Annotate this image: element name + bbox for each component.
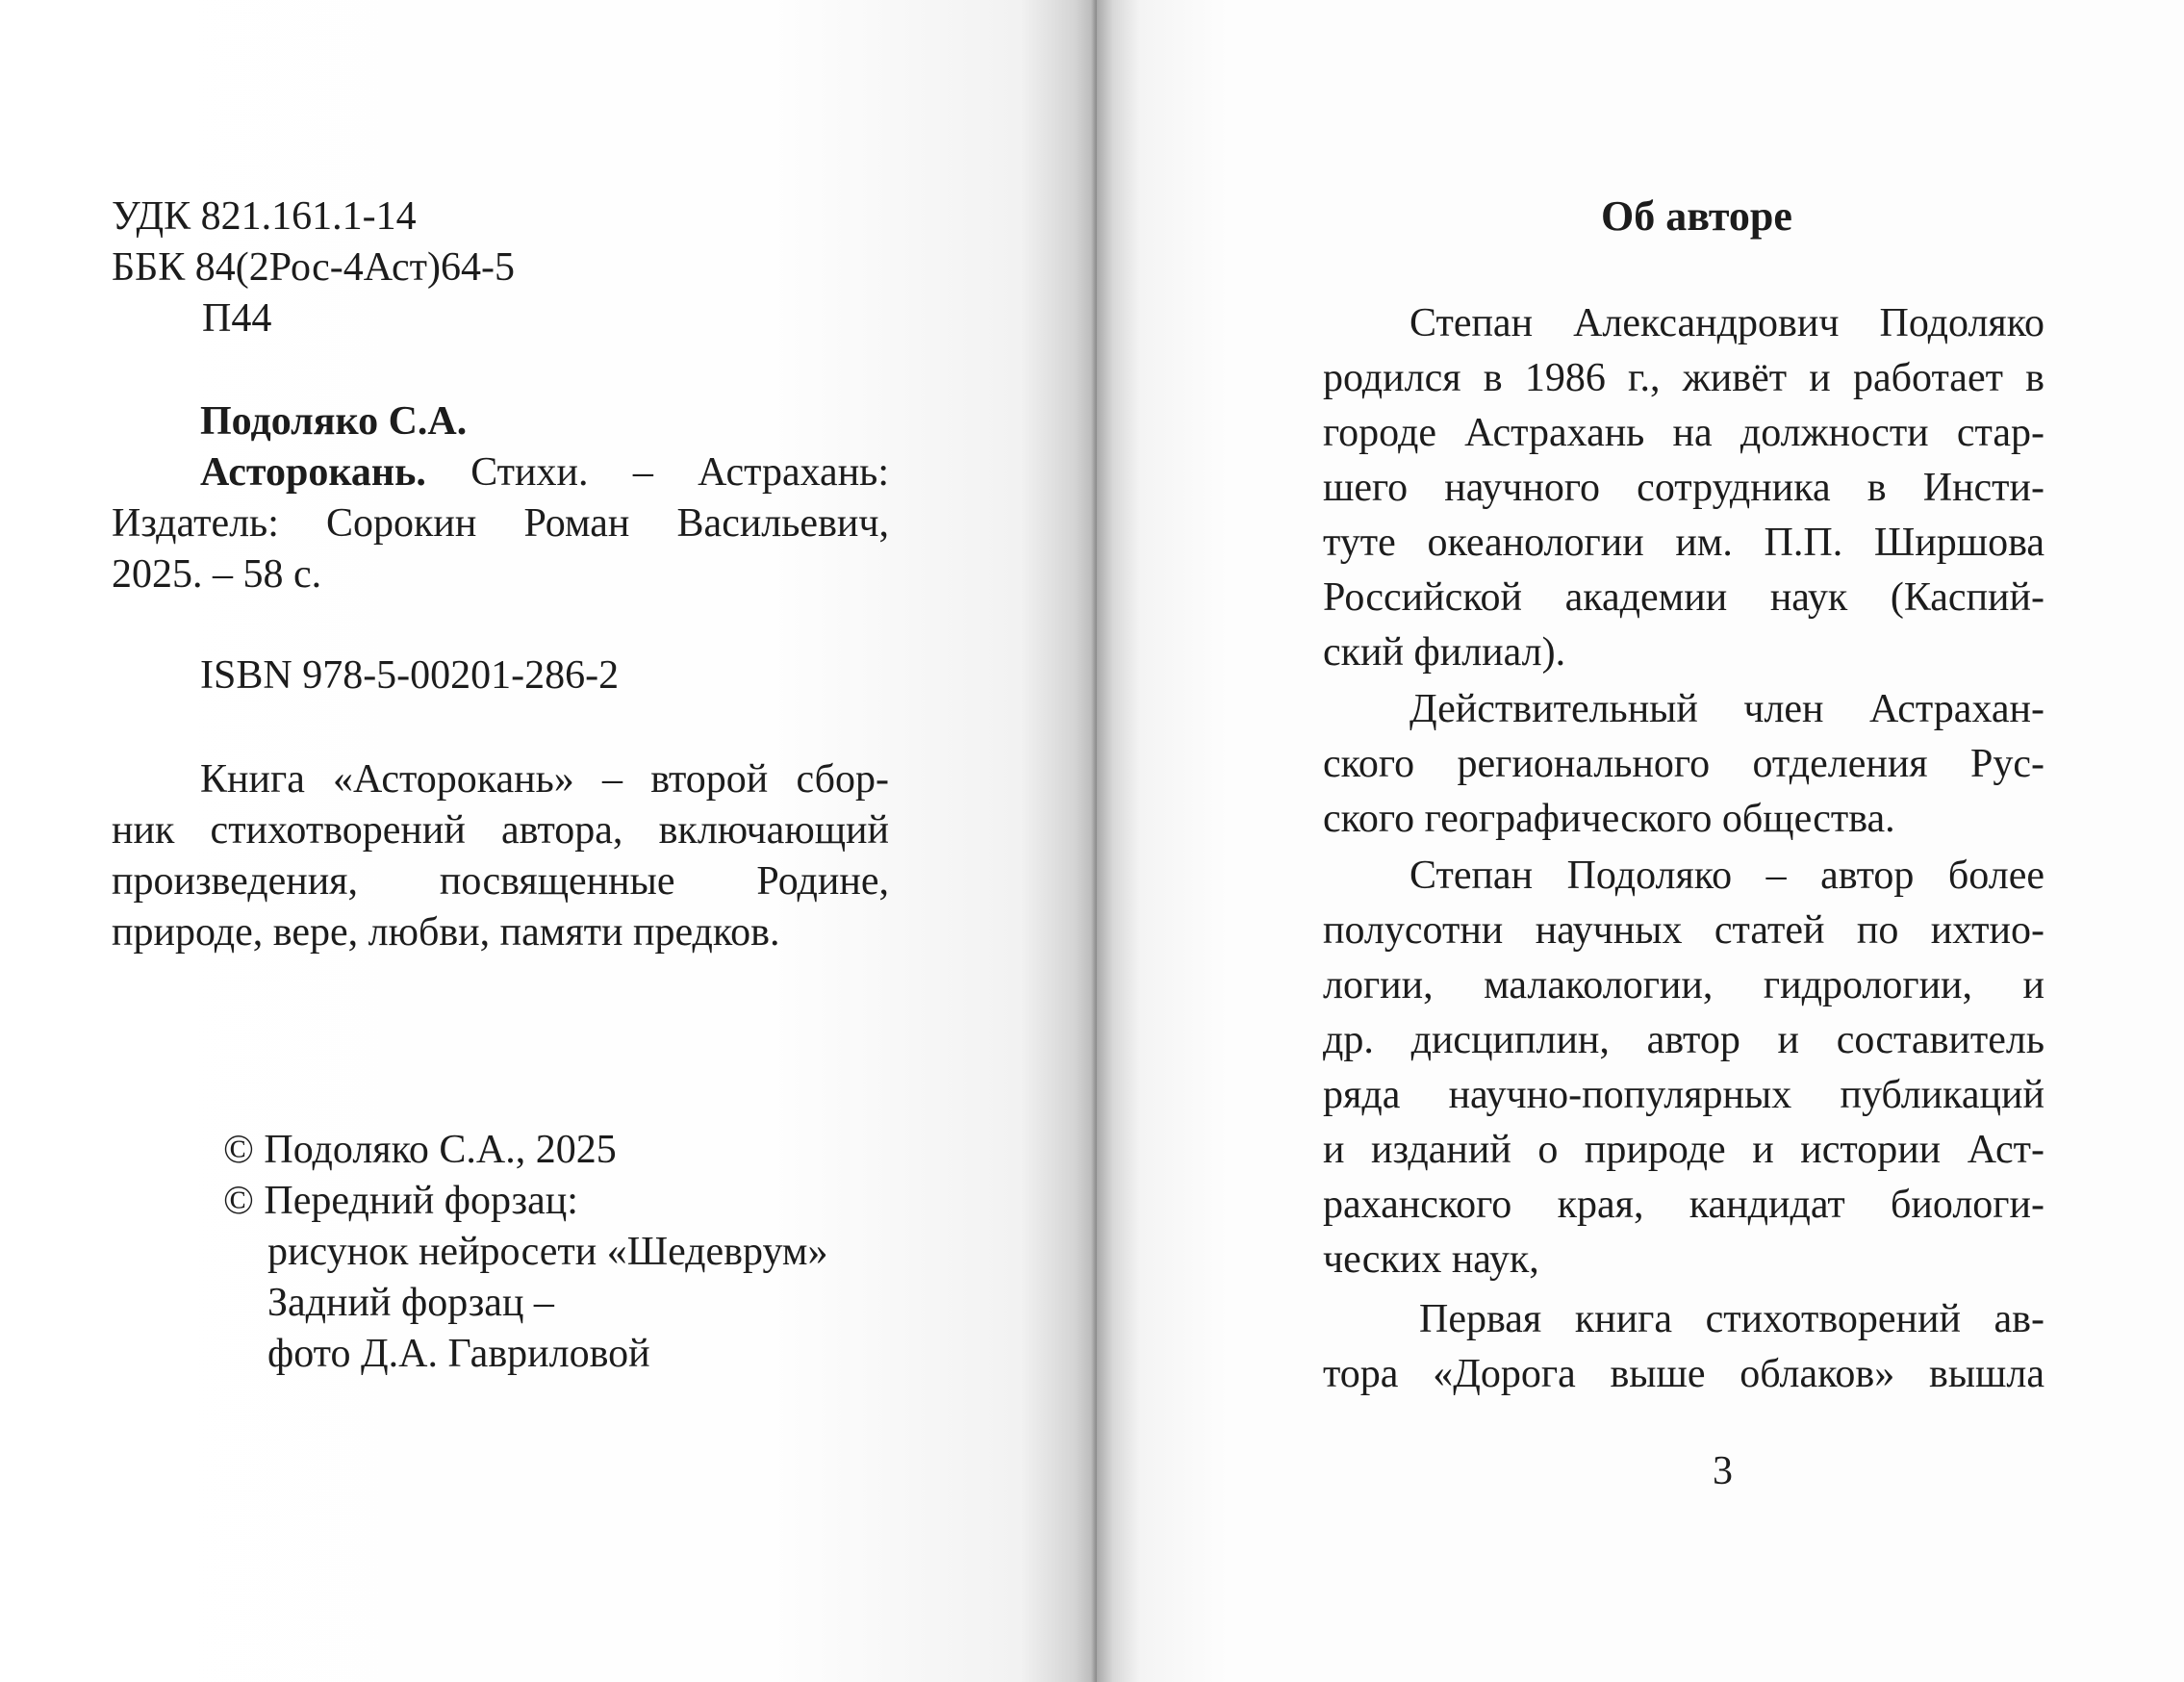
author-sign: П44 (202, 296, 272, 341)
bio-line: раханского края, кандидат биологи- (1323, 1183, 2044, 1227)
bio-line: туте океанологии им. П.П. Ширшова (1323, 521, 2044, 565)
bio-line: тора «Дорога выше облаков» вышла (1323, 1352, 2044, 1396)
bio-line: логии, малакологии, гидрологии, и (1323, 963, 2044, 1007)
author-heading: Подоляко С.А. (200, 399, 468, 444)
right-page (1097, 0, 2184, 1682)
copyright-line: фото Д.А. Гавриловой (267, 1332, 650, 1376)
copyright-line: © Передний форзац: (223, 1179, 578, 1223)
about-author-heading: Об авторе (1601, 192, 1792, 240)
bio-line: и изданий о природе и истории Аст- (1323, 1128, 2044, 1172)
bio-line: Степан Александрович Подоляко (1409, 301, 2044, 345)
copyright-line: рисунок нейросети «Шедеврум» (267, 1230, 828, 1274)
bio-line: ческих наук, (1323, 1237, 1539, 1282)
bio-line: Российской академии наук (Каспий- (1323, 575, 2044, 620)
biblio-line-1 (200, 448, 889, 497)
udk-code: УДК 821.161.1-14 (112, 194, 417, 239)
bio-line: др. дисциплин, автор и составитель (1323, 1018, 2044, 1062)
isbn: ISBN 978-5-00201-286-2 (200, 653, 620, 698)
bio-line: шего научного сотрудника в Инсти- (1323, 466, 2044, 510)
book-title: Асторокань. (200, 450, 426, 495)
copyright-line: Задний форзац – (267, 1281, 554, 1325)
bio-line: Степан Подоляко – автор более (1409, 854, 2044, 898)
bio-line: городе Астрахань на должности стар- (1323, 411, 2044, 455)
annotation-line: природе, вере, любви, памяти предков. (112, 910, 780, 955)
annotation-line: ник стихотворений автора, включающий (112, 808, 889, 853)
bio-line: Действительный член Астрахан- (1409, 687, 2044, 731)
bio-line: ский филиал). (1323, 630, 1566, 675)
bio-line: ского географического общества. (1323, 797, 1895, 841)
bbk-code: ББК 84(2Рос-4Аст)64-5 (112, 245, 515, 290)
copyright-line: © Подоляко С.А., 2025 (223, 1128, 617, 1172)
annotation-line: произведения, посвященные Родине, (112, 859, 889, 904)
biblio-line-3: 2025. – 58 с. (112, 552, 322, 597)
biblio-line-1-rest: Стихи. – Астрахань: (425, 450, 889, 495)
biblio-line-2: Издатель: Сорокин Роман Васильевич, (112, 501, 889, 546)
page-number: 3 (1713, 1449, 1733, 1493)
bio-line: ряда научно-популярных публикаций (1323, 1073, 2044, 1117)
bio-line: ского регионального отделения Рус- (1323, 742, 2044, 786)
bio-line: Первая книга стихотворений ав- (1419, 1297, 2044, 1341)
bio-line: полусотни научных статей по ихтио- (1323, 908, 2044, 953)
bio-line: родился в 1986 г., живёт и работает в (1323, 356, 2044, 400)
annotation-line: Книга «Асторокань» – второй сбор- (200, 757, 889, 802)
